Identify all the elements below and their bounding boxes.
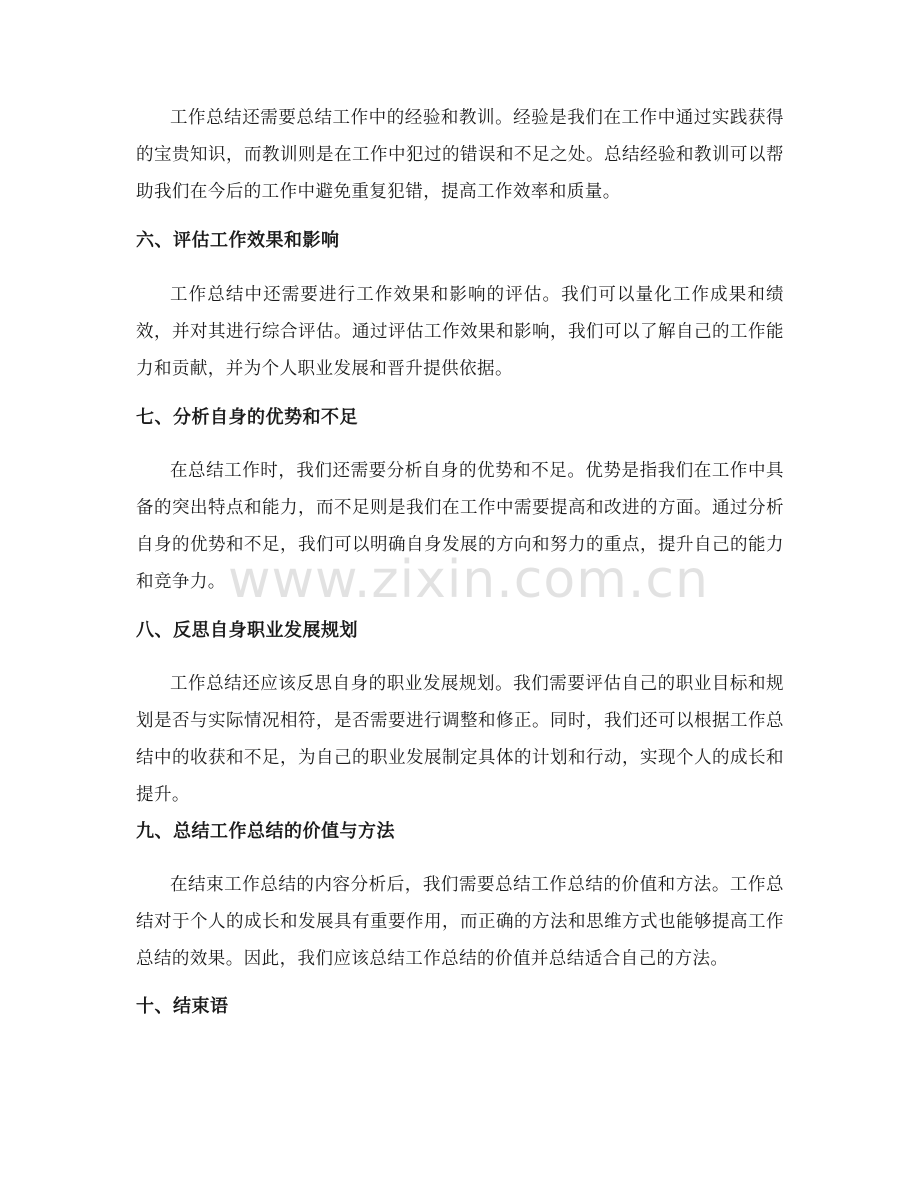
section-heading-7: 七、分析自身的优势和不足 <box>136 407 358 428</box>
section-heading-10: 十、结束语 <box>136 996 229 1017</box>
section-paragraph-6: 工作总结中还需要进行工作效果和影响的评估。我们可以量化工作成果和绩效，并对其进行综合评估。通过评估工作效果和影响，我们可以了解自己的工作能力和贡献，并为个人职业发展和晋升提供依据。 <box>136 285 784 379</box>
section-heading-8: 八、反思自身职业发展规划 <box>136 620 358 641</box>
intro-paragraph: 工作总结还需要总结工作中的经验和教训。经验是我们在工作中通过实践获得的宝贵知识，而教训则是在工作中犯过的错误和不足之处。总结经验和教训可以帮助我们在今后的工作中避免重复犯错，提高工作效率和质量。 <box>136 108 784 202</box>
section-heading-6: 六、评估工作效果和影响 <box>136 230 340 251</box>
section-paragraph-7: 在总结工作时，我们还需要分析自身的优势和不足。优势是指我们在工作中具备的突出特点和能力，而不足则是我们在工作中需要提高和改进的方面。通过分析自身的优势和不足，我们可以明确自身发展的方向和努力的重点，提升自己的能力和竞争力。 <box>136 461 784 592</box>
section-paragraph-9: 在结束工作总结的内容分析后，我们需要总结工作总结的价值和方法。工作总结对于个人的成长和发展具有重要作用，而正确的方法和思维方式也能够提高工作总结的效果。因此，我们应该总结工作总结的价值并总结适合自己的方法。 <box>136 875 784 969</box>
section-paragraph-8: 工作总结还应该反思自身的职业发展规划。我们需要评估自己的职业目标和规划是否与实际情况相符，是否需要进行调整和修正。同时，我们还可以根据工作总结中的收获和不足，为自己的职业发展制定具体的计划和行动，实现个人的成长和提升。 <box>136 674 784 805</box>
watermark: www.zixin.com.cn <box>228 550 709 610</box>
section-heading-9: 九、总结工作总结的价值与方法 <box>136 821 395 842</box>
